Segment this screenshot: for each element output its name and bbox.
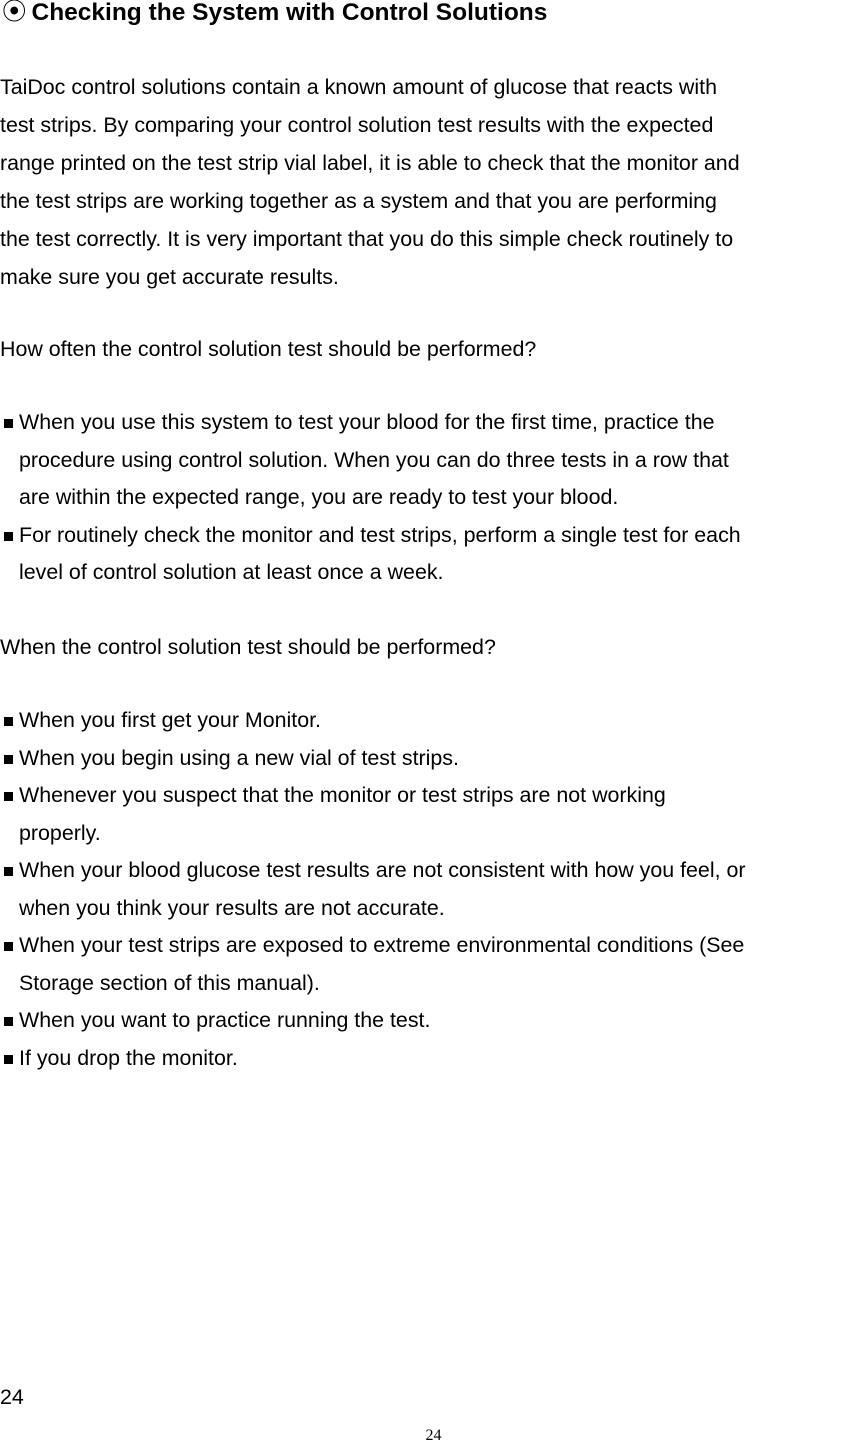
square-bullet-icon <box>4 532 13 541</box>
intro-paragraph <box>0 68 867 296</box>
list-item <box>0 740 867 778</box>
intro-line: TaiDoc control solutions contain a known amount of glucose that reacts with <box>0 75 717 99</box>
list-item <box>0 852 867 927</box>
square-bullet-icon <box>4 1017 13 1026</box>
list-item-line: If you drop the monitor. <box>19 1045 238 1070</box>
square-bullet-icon <box>4 1055 13 1064</box>
footer-page-number: 24 <box>425 1427 442 1444</box>
square-bullet-icon <box>4 755 13 764</box>
list-item <box>0 1040 867 1078</box>
list-item-line: are within the expected range, you are ready to test your blood. <box>19 485 619 509</box>
square-bullet-icon <box>4 792 13 801</box>
list-item-line: level of control solution at least once a week. <box>19 560 444 584</box>
intro-line: the test strips are working together as a system and that you are performing <box>0 189 717 213</box>
how-often-question: How often the control solution test should be performed? <box>0 337 537 361</box>
list-item-line: Storage section of this manual). <box>19 970 320 995</box>
when-question: When the control solution test should be performed? <box>0 635 496 659</box>
square-bullet-icon <box>4 867 13 876</box>
intro-line: make sure you get accurate results. <box>0 265 339 289</box>
list-item-line: procedure using control solution. When you can do three tests in a row that <box>19 447 729 472</box>
list-item-line: When you use this system to test your blood for the first time, practice the <box>19 410 715 434</box>
section-heading <box>2 0 547 28</box>
list-item-line: Whenever you suspect that the monitor or test strips are not working <box>19 783 666 807</box>
list-item-line: properly. <box>19 820 101 845</box>
list-item <box>0 517 867 592</box>
square-bullet-icon <box>4 717 13 726</box>
list-item-line: When you first get your Monitor. <box>19 708 321 732</box>
list-item-line: When you want to practice running the test. <box>19 1008 431 1032</box>
list-item <box>0 404 867 517</box>
list-item-line: when you think your results are not accurate. <box>19 895 445 920</box>
page-number: 24 <box>0 1385 24 1409</box>
list-item-line: When your blood glucose test results are not consistent with how you feel, or <box>19 858 746 882</box>
square-bullet-icon <box>4 419 13 428</box>
intro-line: test strips. By comparing your control solution test results with the expected <box>0 113 714 137</box>
list-item <box>0 702 867 740</box>
list-item-line: When your test strips are exposed to extreme environmental conditions (See <box>19 933 745 957</box>
how-often-list <box>0 404 867 592</box>
list-item-line: When you begin using a new vial of test strips. <box>19 745 459 770</box>
list-item-line: For routinely check the monitor and test strips, perform a single test for each <box>19 522 741 547</box>
target-bullet-icon: ⦿ <box>2 0 27 26</box>
intro-line: range printed on the test strip vial label, it is able to check that the monitor and <box>0 151 740 175</box>
list-item <box>0 927 867 1002</box>
square-bullet-icon <box>4 942 13 951</box>
list-item <box>0 777 867 852</box>
intro-line: the test correctly. It is very important that you do this simple check routinely to <box>0 227 734 251</box>
list-item <box>0 1002 867 1040</box>
section-title: Checking the System with Control Solutions <box>31 0 548 26</box>
when-list <box>0 702 867 1077</box>
